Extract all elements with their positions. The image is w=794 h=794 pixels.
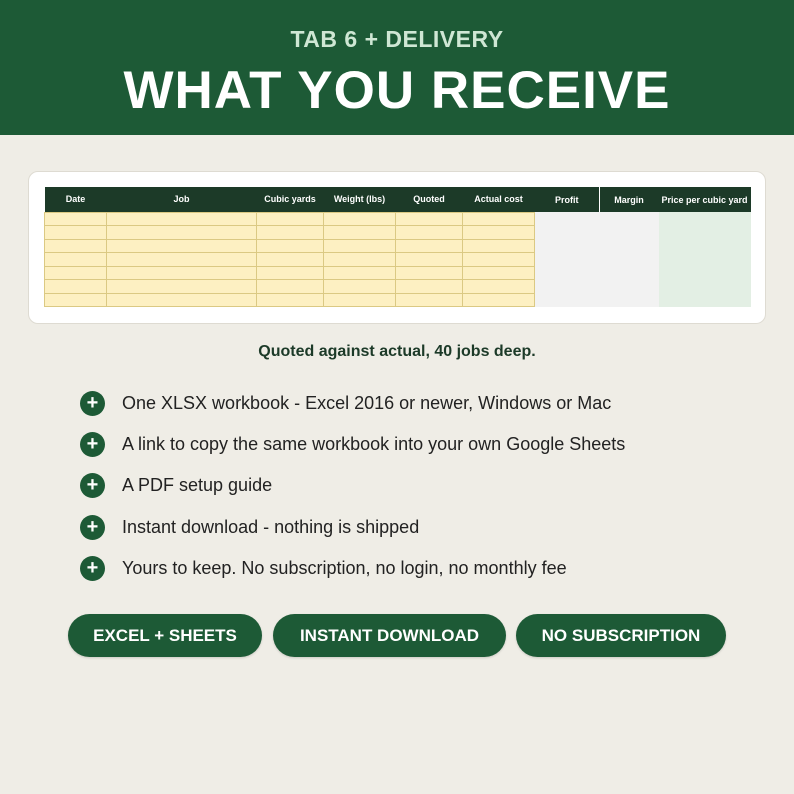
calculated-cell: [600, 293, 659, 307]
input-cell: [463, 266, 535, 280]
feature-item: [80, 465, 625, 506]
input-cell: [45, 293, 107, 307]
input-cell: [45, 239, 107, 253]
calculated-cell: [535, 239, 600, 253]
feature-text: A link to copy the same workbook into your own Google Sheets: [122, 434, 626, 455]
table-row: [45, 293, 751, 307]
input-cell: [396, 266, 463, 280]
plus-icon: +: [80, 432, 105, 457]
no-subscription-badge: NO SUBSCRIPTION: [516, 614, 726, 657]
input-cell: [324, 239, 396, 253]
input-cell: [257, 266, 324, 280]
input-cell: [257, 239, 324, 253]
tagline: Quoted against actual, 40 jobs deep.: [258, 343, 536, 360]
calculated-cell: [535, 253, 600, 267]
input-cell: [107, 293, 257, 307]
input-cell: [45, 212, 107, 226]
input-cell: [107, 280, 257, 294]
column-header-actual-cost: Actual cost: [463, 187, 535, 212]
header-subtitle: TAB 6 + DELIVERY: [290, 26, 504, 52]
feature-list: [80, 383, 625, 589]
input-cell: [257, 293, 324, 307]
sheet-header-row: [45, 187, 751, 212]
input-cell: [396, 280, 463, 294]
calculated-cell: [600, 226, 659, 240]
input-cell: [463, 293, 535, 307]
feature-item: [80, 424, 625, 465]
calculated-cell: [535, 266, 600, 280]
header-title: WHAT YOU RECEIVE: [123, 61, 671, 120]
table-row: [45, 253, 751, 267]
input-cell: [396, 253, 463, 267]
column-header-date: Date: [45, 187, 107, 212]
input-cell: [45, 253, 107, 267]
calculated-cell: [600, 239, 659, 253]
input-cell: [396, 226, 463, 240]
column-header-job: Job: [107, 187, 257, 212]
input-cell: [45, 226, 107, 240]
input-cell: [257, 212, 324, 226]
calculated-cell: [600, 266, 659, 280]
table-row: [45, 212, 751, 226]
input-cell: [463, 212, 535, 226]
calculated-cell: [535, 226, 600, 240]
input-cell: [107, 266, 257, 280]
price-per-yard-cell: [659, 293, 751, 307]
input-cell: [324, 293, 396, 307]
input-cell: [257, 253, 324, 267]
input-cell: [396, 293, 463, 307]
price-per-yard-cell: [659, 226, 751, 240]
column-header-profit: Profit: [535, 187, 600, 212]
column-header-margin: Margin: [600, 187, 659, 212]
plus-icon: +: [80, 515, 105, 540]
feature-text: Instant download - nothing is shipped: [122, 516, 420, 537]
table-row: [45, 226, 751, 240]
input-cell: [396, 212, 463, 226]
feature-text: A PDF setup guide: [122, 475, 273, 496]
table-row: [45, 266, 751, 280]
input-cell: [45, 266, 107, 280]
feature-text: One XLSX workbook - Excel 2016 or newer, Windows or Mac: [122, 393, 612, 414]
feature-item: [80, 383, 625, 424]
header-banner: [0, 0, 794, 135]
calculated-cell: [535, 212, 600, 226]
input-cell: [257, 280, 324, 294]
input-cell: [324, 226, 396, 240]
input-cell: [463, 239, 535, 253]
feature-item: [80, 548, 625, 589]
calculated-cell: [600, 253, 659, 267]
plus-icon: +: [80, 391, 105, 416]
feature-text: Yours to keep. No subscription, no login, no monthly fee: [122, 557, 567, 578]
instant-download-badge: INSTANT DOWNLOAD: [273, 614, 506, 657]
input-cell: [463, 253, 535, 267]
price-per-yard-cell: [659, 280, 751, 294]
feature-item: [80, 507, 625, 548]
input-cell: [463, 280, 535, 294]
input-cell: [396, 239, 463, 253]
calculated-cell: [535, 280, 600, 294]
input-cell: [324, 253, 396, 267]
input-cell: [463, 226, 535, 240]
table-row: [45, 280, 751, 294]
column-header-quoted: Quoted: [396, 187, 463, 212]
table-row: [45, 239, 751, 253]
sheet-body: [45, 212, 751, 307]
plus-icon: +: [80, 473, 105, 498]
price-per-yard-cell: [659, 253, 751, 267]
input-cell: [107, 253, 257, 267]
input-cell: [45, 280, 107, 294]
column-header-weight: Weight (lbs): [324, 187, 396, 212]
price-per-yard-cell: [659, 239, 751, 253]
price-per-yard-cell: [659, 266, 751, 280]
excel-sheets-badge: EXCEL + SHEETS: [68, 614, 262, 657]
spreadsheet-preview: [44, 187, 751, 307]
calculated-cell: [600, 212, 659, 226]
calculated-cell: [600, 280, 659, 294]
plus-icon: +: [80, 556, 105, 581]
input-cell: [324, 266, 396, 280]
calculated-cell: [535, 293, 600, 307]
input-cell: [257, 226, 324, 240]
column-header-price-per-cubic-yard: Price per cubic yard: [659, 187, 751, 212]
input-cell: [107, 226, 257, 240]
input-cell: [107, 239, 257, 253]
input-cell: [107, 212, 257, 226]
column-header-cubic-yards: Cubic yards: [257, 187, 324, 212]
input-cell: [324, 212, 396, 226]
price-per-yard-cell: [659, 212, 751, 226]
input-cell: [324, 280, 396, 294]
